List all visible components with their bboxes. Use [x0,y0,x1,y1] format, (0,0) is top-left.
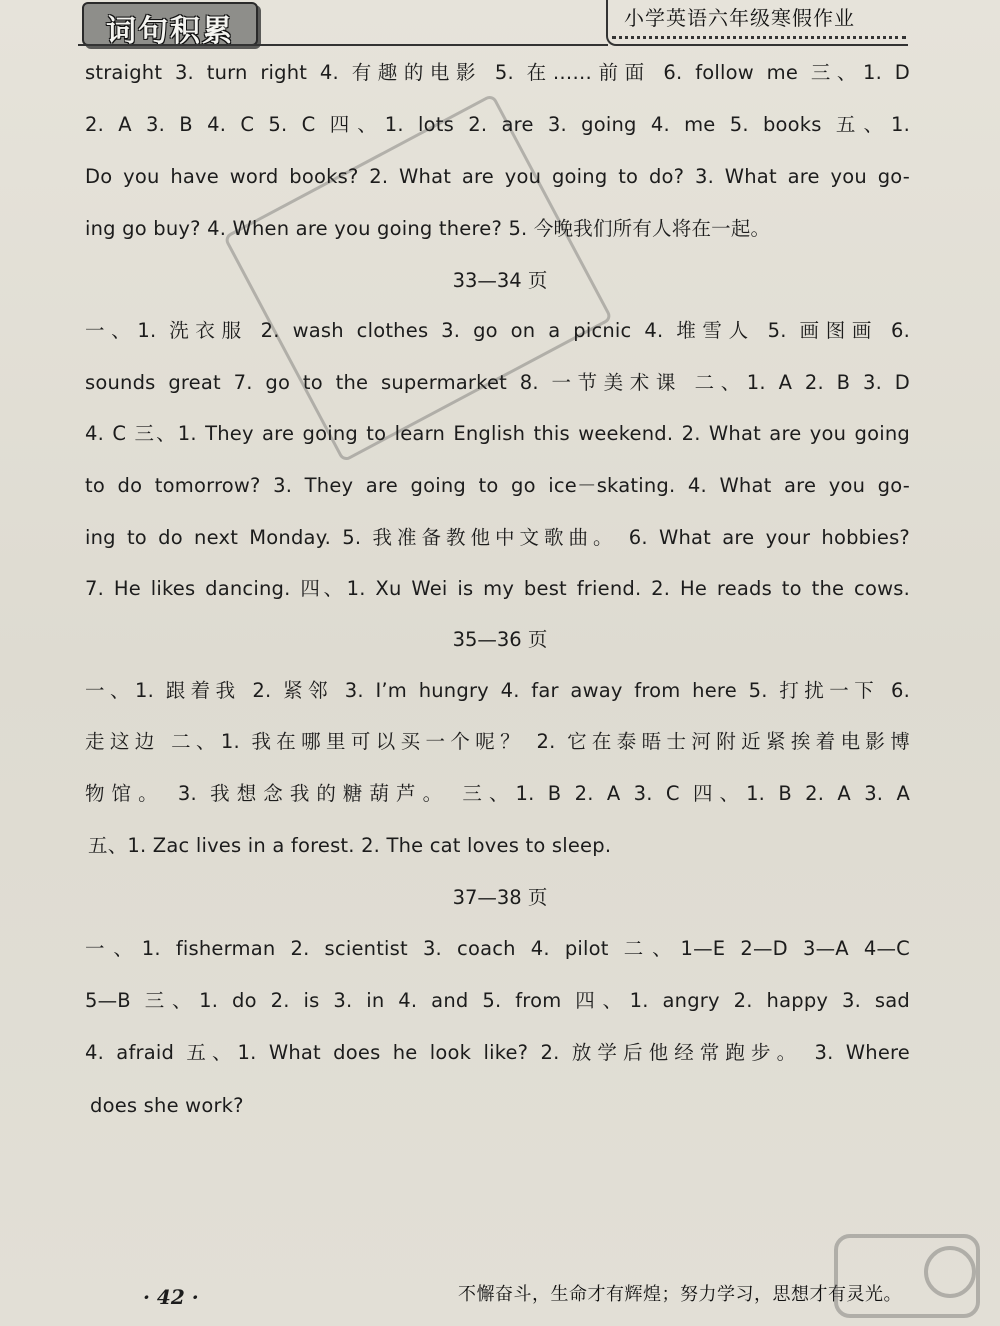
answer-line: 4. afraid 五、1. What does he look like? 2. 放学后他经常跑步。 3. Where [85,1041,910,1064]
answer-line: 一、1. 跟着我 2. 紧邻 3. I’m hungry 4. far away from here 5. 打扰一下 6. [85,679,910,702]
answer-line: to do tomorrow? 3. They are going to go ice－skating. 4. What are you go- [85,474,910,497]
header-dotted-rule [612,36,906,39]
answer-line: 2. A 3. B 4. C 5. C 四、1. lots 2. are 3. going 4. me 5. books 五、1. [85,113,910,136]
answer-line: sounds great 7. go to the supermarket 8. 一节美术课 二、1. A 2. B 3. D [85,371,910,394]
answer-line: 4. C 三、1. They are going to learn English this weekend. 2. What are you going [85,422,910,445]
page-number: · 42 · [143,1285,199,1309]
answer-line: 走这边 二、1. 我在哪里可以买一个呢？ 2. 它在泰晤士河附近紧挨着电影博 [85,730,910,753]
answer-line: 一、1. 洗衣服 2. wash clothes 3. go on a picnic 4. 堆雪人 5. 画图画 6. [85,319,910,342]
answer-line: 5—B 三、1. do 2. is 3. in 4. and 5. from 四、1. angry 2. happy 3. sad [85,989,910,1012]
section-heading: 37—38 页 [452,886,548,909]
answer-line: does she work? [90,1094,244,1117]
section-badge-label: 词句积累 [106,14,234,49]
answer-line: 五、1. Zac lives in a forest. 2. The cat loves to sleep. [88,834,612,857]
section-heading: 33—34 页 [452,269,548,292]
answer-line: 7. He likes dancing. 四、1. Xu Wei is my best friend. 2. He reads to the cows. [85,577,910,600]
header-rule [78,44,608,46]
section-heading: 35—36 页 [452,628,548,651]
book-title: 小学英语六年级寒假作业 [624,6,855,30]
answer-line: 一、1. fisherman 2. scientist 3. coach 4. pilot 二、1—E 2—D 3—A 4—C [85,937,910,960]
answer-line: 物馆。 3. 我想念我的糖葫芦。 三、1. B 2. A 3. C 四、1. B 2. A 3. A [85,782,910,805]
answer-line: Do you have word books? 2. What are you going to do? 3. What are you go- [85,165,910,188]
footer-motto: 不懈奋斗，生命才有辉煌；努力学习，思想才有灵光。 [458,1284,902,1305]
answer-line: ing to do next Monday. 5. 我准备教他中文歌曲。 6. What are your hobbies? [85,526,910,549]
section-badge [82,2,258,49]
answer-line: ing go buy? 4. When are you going there? 5. 今晚我们所有人将在一起。 [85,217,771,240]
corner-logo-watermark [832,1232,982,1320]
answer-line: straight 3. turn right 4. 有趣的电影 5. 在……前面 6. follow me 三、1. D [85,61,910,84]
